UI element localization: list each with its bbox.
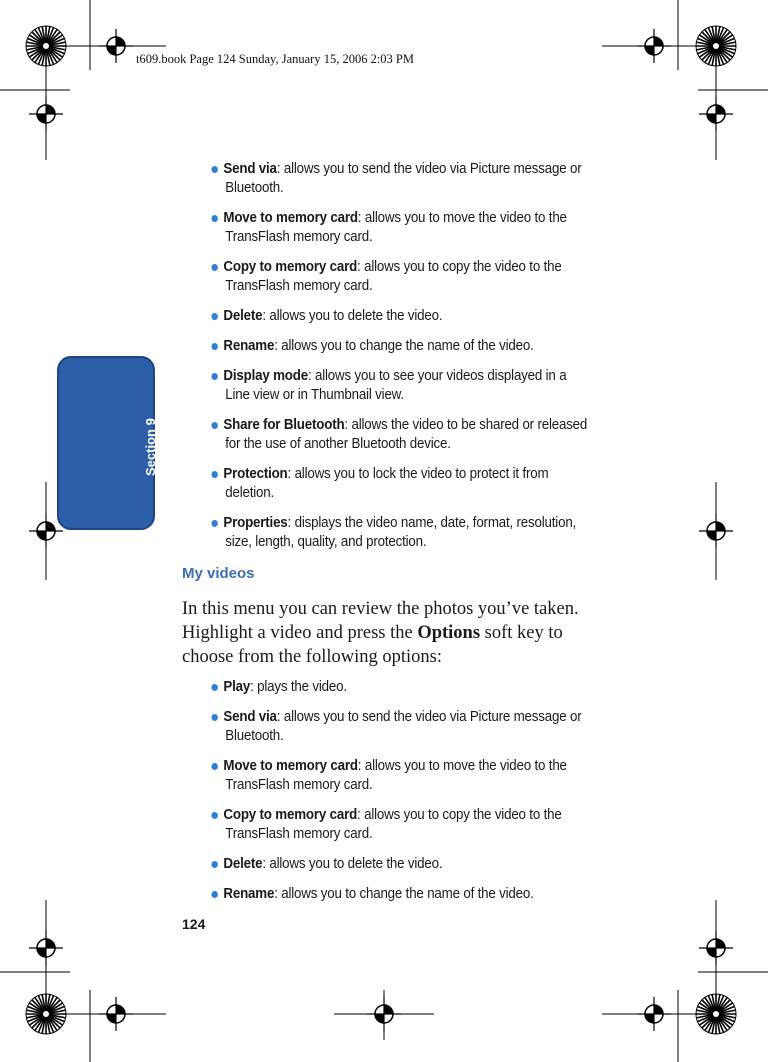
bullet-icon — [211, 763, 217, 770]
list-item: Send via: allows you to send the video via Picture message or Bluetooth. — [182, 708, 685, 746]
bullet-icon — [211, 684, 217, 691]
page-content — [182, 160, 652, 902]
list-item: Delete: allows you to delete the video. — [182, 307, 685, 326]
bullet-icon — [211, 264, 217, 271]
list-item: Rename: allows you to change the name of the video. — [182, 337, 685, 356]
list-item: Send via: allows you to send the video via Picture message or Bluetooth. — [182, 160, 685, 198]
bullet-icon — [211, 861, 217, 868]
section-heading: My videos — [182, 565, 255, 582]
bullet-icon — [211, 313, 217, 320]
options-list-top — [182, 160, 652, 552]
options-list-bottom — [182, 678, 729, 915]
list-item: Move to memory card: allows you to move the video to the TransFlash memory card. — [182, 757, 685, 795]
bullet-icon — [211, 891, 217, 898]
bullet-icon — [211, 343, 217, 350]
list-item: Move to memory card: allows you to move the video to the TransFlash memory card. — [182, 209, 685, 247]
list-item: Delete: allows you to delete the video. — [182, 855, 685, 874]
section-tab-label: Section 9 — [143, 418, 158, 476]
bullet-icon — [211, 812, 217, 819]
list-item: Share for Bluetooth: allows the video to be shared or released for the use of another Bluetooth device. — [182, 416, 685, 454]
print-header: t609.book Page 124 Sunday, January 15, 2006 2:03 PM — [136, 52, 414, 66]
list-item: Properties: displays the video name, date, format, resolution, size, length, quality, and protection. — [182, 514, 685, 552]
list-item: Play: plays the video. — [182, 678, 685, 697]
bullet-icon — [211, 166, 217, 173]
list-item: Copy to memory card: allows you to copy the video to the TransFlash memory card. — [182, 806, 685, 844]
page-number: 124 — [182, 916, 206, 932]
section-tab — [57, 356, 155, 530]
bullet-icon — [211, 215, 217, 222]
bullet-icon — [211, 520, 217, 527]
list-item: Rename: allows you to change the name of the video. — [182, 885, 685, 904]
bullet-icon — [211, 422, 217, 429]
intro-paragraph: In this menu you can review the photos you’ve taken. Highlight a video and press the Options soft key to choose from the following options: — [182, 599, 579, 667]
list-item: Copy to memory card: allows you to copy the video to the TransFlash memory card. — [182, 258, 685, 296]
list-item: Protection: allows you to lock the video to protect it from deletion. — [182, 465, 685, 503]
list-item: Display mode: allows you to see your videos displayed in a Line view or in Thumbnail view. — [182, 367, 685, 405]
bullet-icon — [211, 373, 217, 380]
bullet-icon — [211, 471, 217, 478]
bullet-icon — [211, 714, 217, 721]
